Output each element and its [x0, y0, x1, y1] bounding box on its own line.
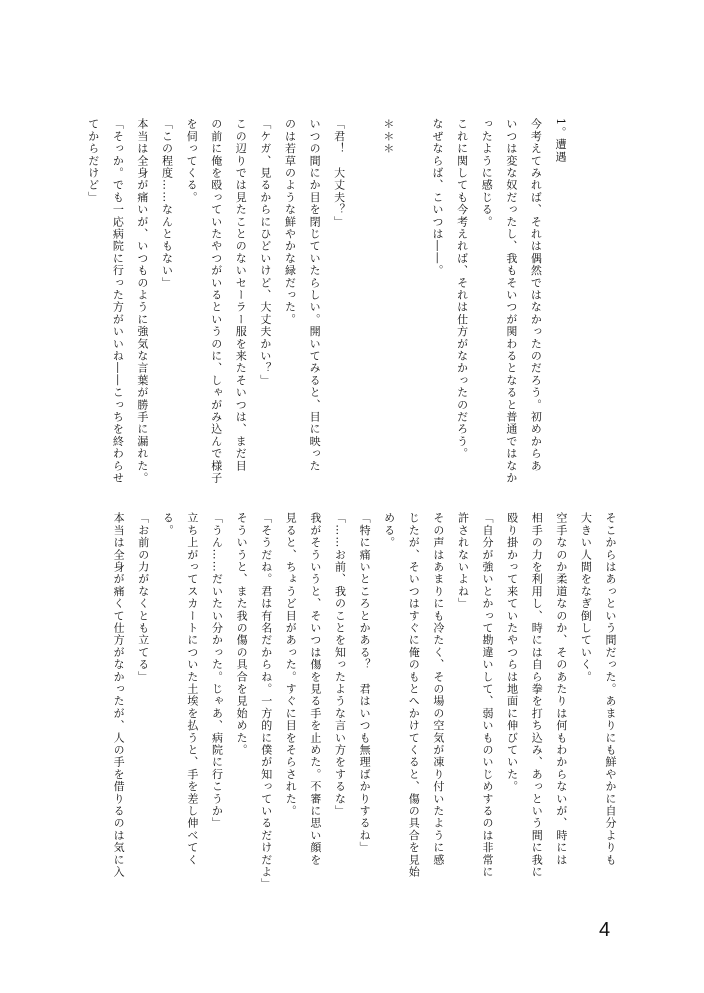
text-line: 許されないよね」	[456, 512, 470, 610]
text-line: 1。遭遇	[554, 118, 567, 163]
text-line: その声はあまりにも冷たく、その場の空気が凍り付いたように感	[431, 512, 445, 866]
text-line: 殴り掛かって来ていたやつらは地面に伸びていた。	[505, 512, 519, 793]
text-line: 「自分が強いとかって勘違いして、弱いものいじめするのは非常に	[481, 512, 495, 878]
text-line	[400, 118, 425, 498]
text-line: 「ケガ、見るからにひどいけど、大丈夫かい？」	[258, 118, 272, 387]
text-line: 「そっか。でも一応病院に行った方がいいね――こっちを終わらせ	[111, 118, 125, 484]
text-line: 本当は全身が痛いが、いつものように強気な言葉が勝手に漏れた。	[135, 118, 149, 484]
text-line: なぜならば、こいつは――。	[431, 118, 445, 277]
text-line: の前に俺を殴っていたやつがいるというのに、しゃがみ込んで様子	[209, 118, 223, 484]
text-line: 今考えてみれば、それは偶然ではなかったのだろう。初めからあ	[529, 118, 543, 472]
text-line: める。	[382, 512, 396, 549]
text-line: 「特に痛いところとかある？ 君はいつも無理ばかりするね」	[358, 512, 372, 854]
text-line: 立ち上がってスカートについた土埃を払うと、手を差し伸べてく	[185, 512, 199, 866]
text-line: そこからはあっという間だった。あまりにも鮮やかに自分よりも	[604, 512, 617, 866]
text-line: 本当は全身が痛くて仕方がなかったが、人の手を借りるのは気に入	[112, 512, 126, 878]
text-line: これに関しても今考えれば、それは仕方がなかったのだろう。	[455, 118, 469, 460]
text-line: じたが、そいつはすぐに俺のもとへかけてくると、傷の具合を見始	[407, 512, 421, 878]
text-line: 「この程度……なんともない」	[160, 118, 174, 289]
text-line: この辺りでは見たことのないセーラー服を来たそいつは、まだ目	[234, 118, 248, 472]
text-line: ったように感じる。	[480, 118, 494, 228]
text-line: てからだけど」	[86, 118, 100, 204]
text-line: 見ると、ちょうど目があった。すぐに目をそらされた。	[284, 512, 298, 817]
top-text-block	[86, 118, 572, 498]
text-line: 「君！ 大丈夫？」	[332, 118, 346, 228]
text-line: 「うん……だいたい分かった。じゃあ、病院に行こうか」	[210, 512, 224, 830]
text-line: 相手の力を利用し、時には自ら拳を打ち込み、あっという間に我に	[530, 512, 544, 878]
text-line: 我がそういうと、そいつは傷を見る手を止めた。不審に思い顔を	[308, 512, 322, 866]
text-line: 「そうだね。君は有名だからね。一方的に僕が知っているだけだよ」	[259, 512, 273, 891]
text-line: 空手なのか柔道なのか、そのあたりは何もわからないが、時には	[554, 512, 568, 866]
text-line: 「……お前、我のことを知ったような言い方をするな」	[333, 512, 347, 817]
bottom-text-block	[92, 512, 622, 892]
text-line: る。	[161, 512, 175, 537]
text-line: のは若草のような鮮やかな緑だった。	[283, 118, 297, 326]
text-line: いつは変な奴だったし、我もそいつが関わるとなると普通ではなか	[504, 118, 518, 484]
text-line: そういうと、また我の傷の具合を見始めた。	[235, 512, 249, 756]
text-line: ＊＊＊	[381, 118, 395, 155]
page-number: 4	[599, 919, 611, 941]
text-line: 「お前の力がなくとも立てる」	[136, 512, 150, 683]
text-line: を伺ってくる。	[185, 118, 199, 204]
text-line	[351, 118, 376, 498]
text-line: 大きい人間をなぎ倒していく。	[579, 512, 593, 683]
text-line: いつの間にか目を閉じていたらしい。開いてみると、目に映った	[308, 118, 322, 472]
